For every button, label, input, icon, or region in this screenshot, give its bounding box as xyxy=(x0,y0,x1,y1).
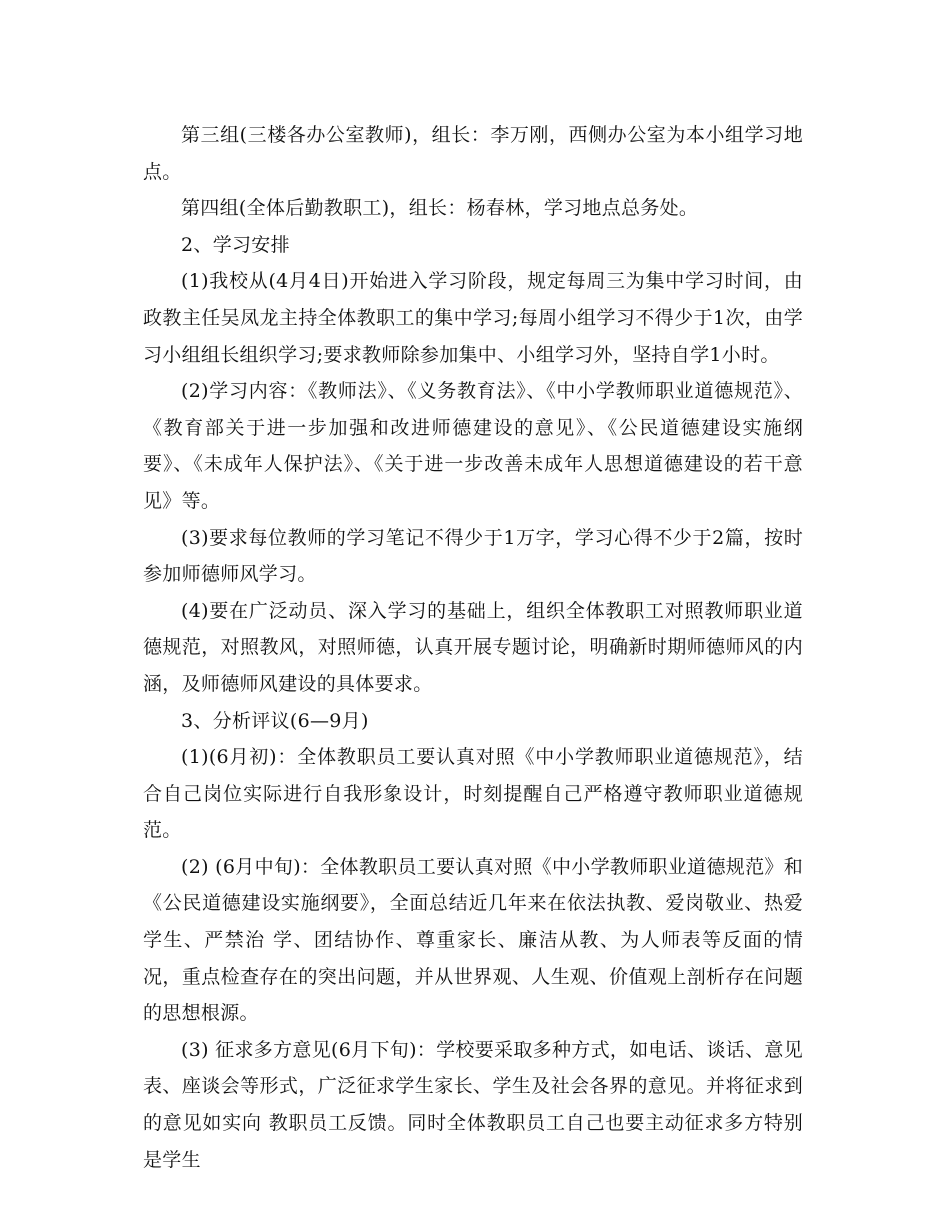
paragraph-study-schedule: (1)我校从(4月4日)开始进入学习阶段，规定每周三为集中学习时间，由政教主任吴凤龙主持全体教职工的集中学习;每周小组学习不得少于1次，由学习小组组长组织学习;要求教师除参加集中、小组学习外，坚持自学1小时。 xyxy=(143,270,803,366)
paragraph-group-four: 第四组(全体后勤教职工)，组长：杨春林，学习地点总务处。 xyxy=(181,197,699,220)
document-body xyxy=(143,117,803,1178)
paragraph-study-content: (2)学习内容：《教师法》、《义务教育法》、《中小学教师职业道德规范》、《教育部关于进一步加强和改进师德建设的意见》、《公民道德建设实施纲要》、《未成年人保护法》、《关于进一步改善未成年人思想道德建设的若干意见》等。 xyxy=(143,380,803,512)
paragraph-study-notes: (3)要求每位教师的学习笔记不得少于1万字，学习心得不少于2篇，按时参加师德师风学习。 xyxy=(143,526,803,586)
paragraph-early-june: (1)(6月初)：全体教职员工要认真对照《中小学教师职业道德规范》，结合自己岗位实际进行自我形象设计，时刻提醒自己严格遵守教师职业道德规范。 xyxy=(143,746,803,842)
heading-study-arrangement: 2、学习安排 xyxy=(181,233,290,256)
paragraph-discussion: (4)要在广泛动员、深入学习的基础上，组织全体教职工对照教师职业道德规范，对照教风，对照师德，认真开展专题讨论，明确新时期师德师风的内涵，及师德师风建设的具体要求。 xyxy=(143,599,803,695)
paragraph-late-june: (3) 征求多方意见(6月下旬)：学校要采取多种方式，如电话、谈话、意见表、座谈会等形式，广泛征求学生家长、学生及社会各界的意见。并将征求到的意见如实向 教职员工反馈。同时全体教职员工自己也要主动征求多方特别是学生 xyxy=(143,1038,803,1171)
paragraph-group-three: 第三组(三楼各办公室教师)，组长：李万刚，西侧办公室为本小组学习地点。 xyxy=(143,124,803,183)
heading-analysis-review: 3、分析评议(6—9月) xyxy=(181,709,369,732)
paragraph-mid-june: (2) (6月中旬)：全体教职员工要认真对照《中小学教师职业道德规范》和《公民道德建设实施纲要》，全面总结近几年来在依法执教、爱岗敬业、热爱学生、严禁治 学、团结协作、尊重家长、廉洁从教、为人师表等反面的情况，重点检查存在的突出问题，并从世界观、人生观、价值观上剖析存在问题的思想根源。 xyxy=(143,855,803,1025)
